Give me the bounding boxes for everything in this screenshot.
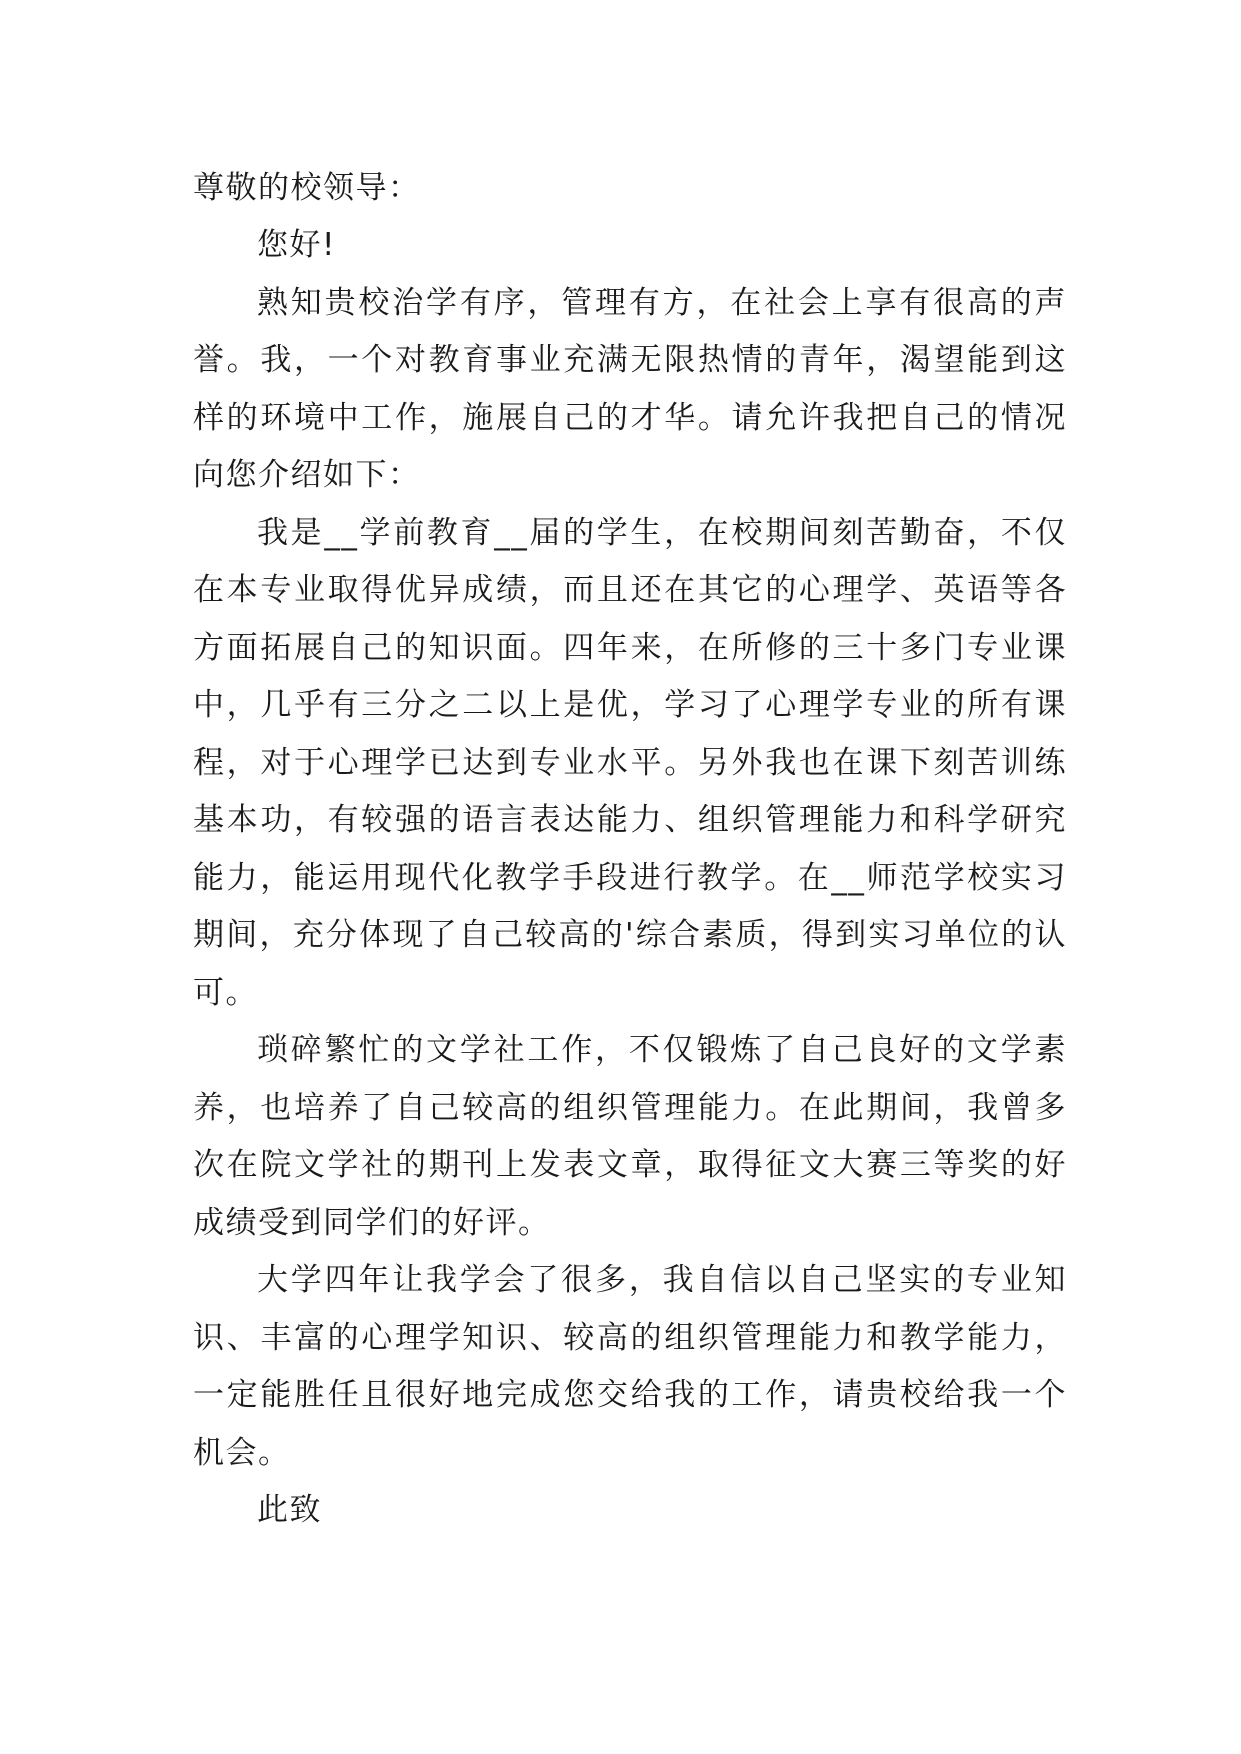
salutation: 尊敬的校领导： [193,170,421,206]
letter-body [193,160,1067,1540]
paragraph-education: 我是__学前教育__届的学生，在校期间刻苦勤奋，不仅在本专业取得优异成绩，而且还在其它的心理学、英语等各方面拓展自己的知识面。四年来，在所修的三十多门专业课中，几乎有三分之二以上是优，学习了心理学专业的所有课程，对于心理学已达到专业水平。另外我也在课下刻苦训练基本功，有较强的语言表达能力、组织管理能力和科学研究能力，能运用现代化教学手段进行教学。在__师范学校实习期间，充分体现了自己较高的'综合素质，得到实习单位的认可。 [193,514,1067,1011]
paragraph-literary-club: 琐碎繁忙的文学社工作，不仅锻炼了自己良好的文学素养，也培养了自己较高的组织管理能力。在此期间，我曾多次在院文学社的期刊上发表文章，取得征文大赛三等奖的好成绩受到同学们的好评。 [193,1032,1067,1241]
paragraph-intro: 熟知贵校治学有序，管理有方，在社会上享有很高的声誉。我，一个对教育事业充满无限热情的青年，渴望能到这样的环境中工作，施展自己的才华。请允许我把自己的情况向您介绍如下： [193,284,1067,493]
closing: 此致 [257,1492,322,1528]
paragraph-conclusion: 大学四年让我学会了很多，我自信以自己坚实的专业知识、丰富的心理学知识、较高的组织管理能力和教学能力，一定能胜任且很好地完成您交给我的工作，请贵校给我一个机会。 [193,1262,1067,1471]
greeting: 您好! [257,227,336,263]
